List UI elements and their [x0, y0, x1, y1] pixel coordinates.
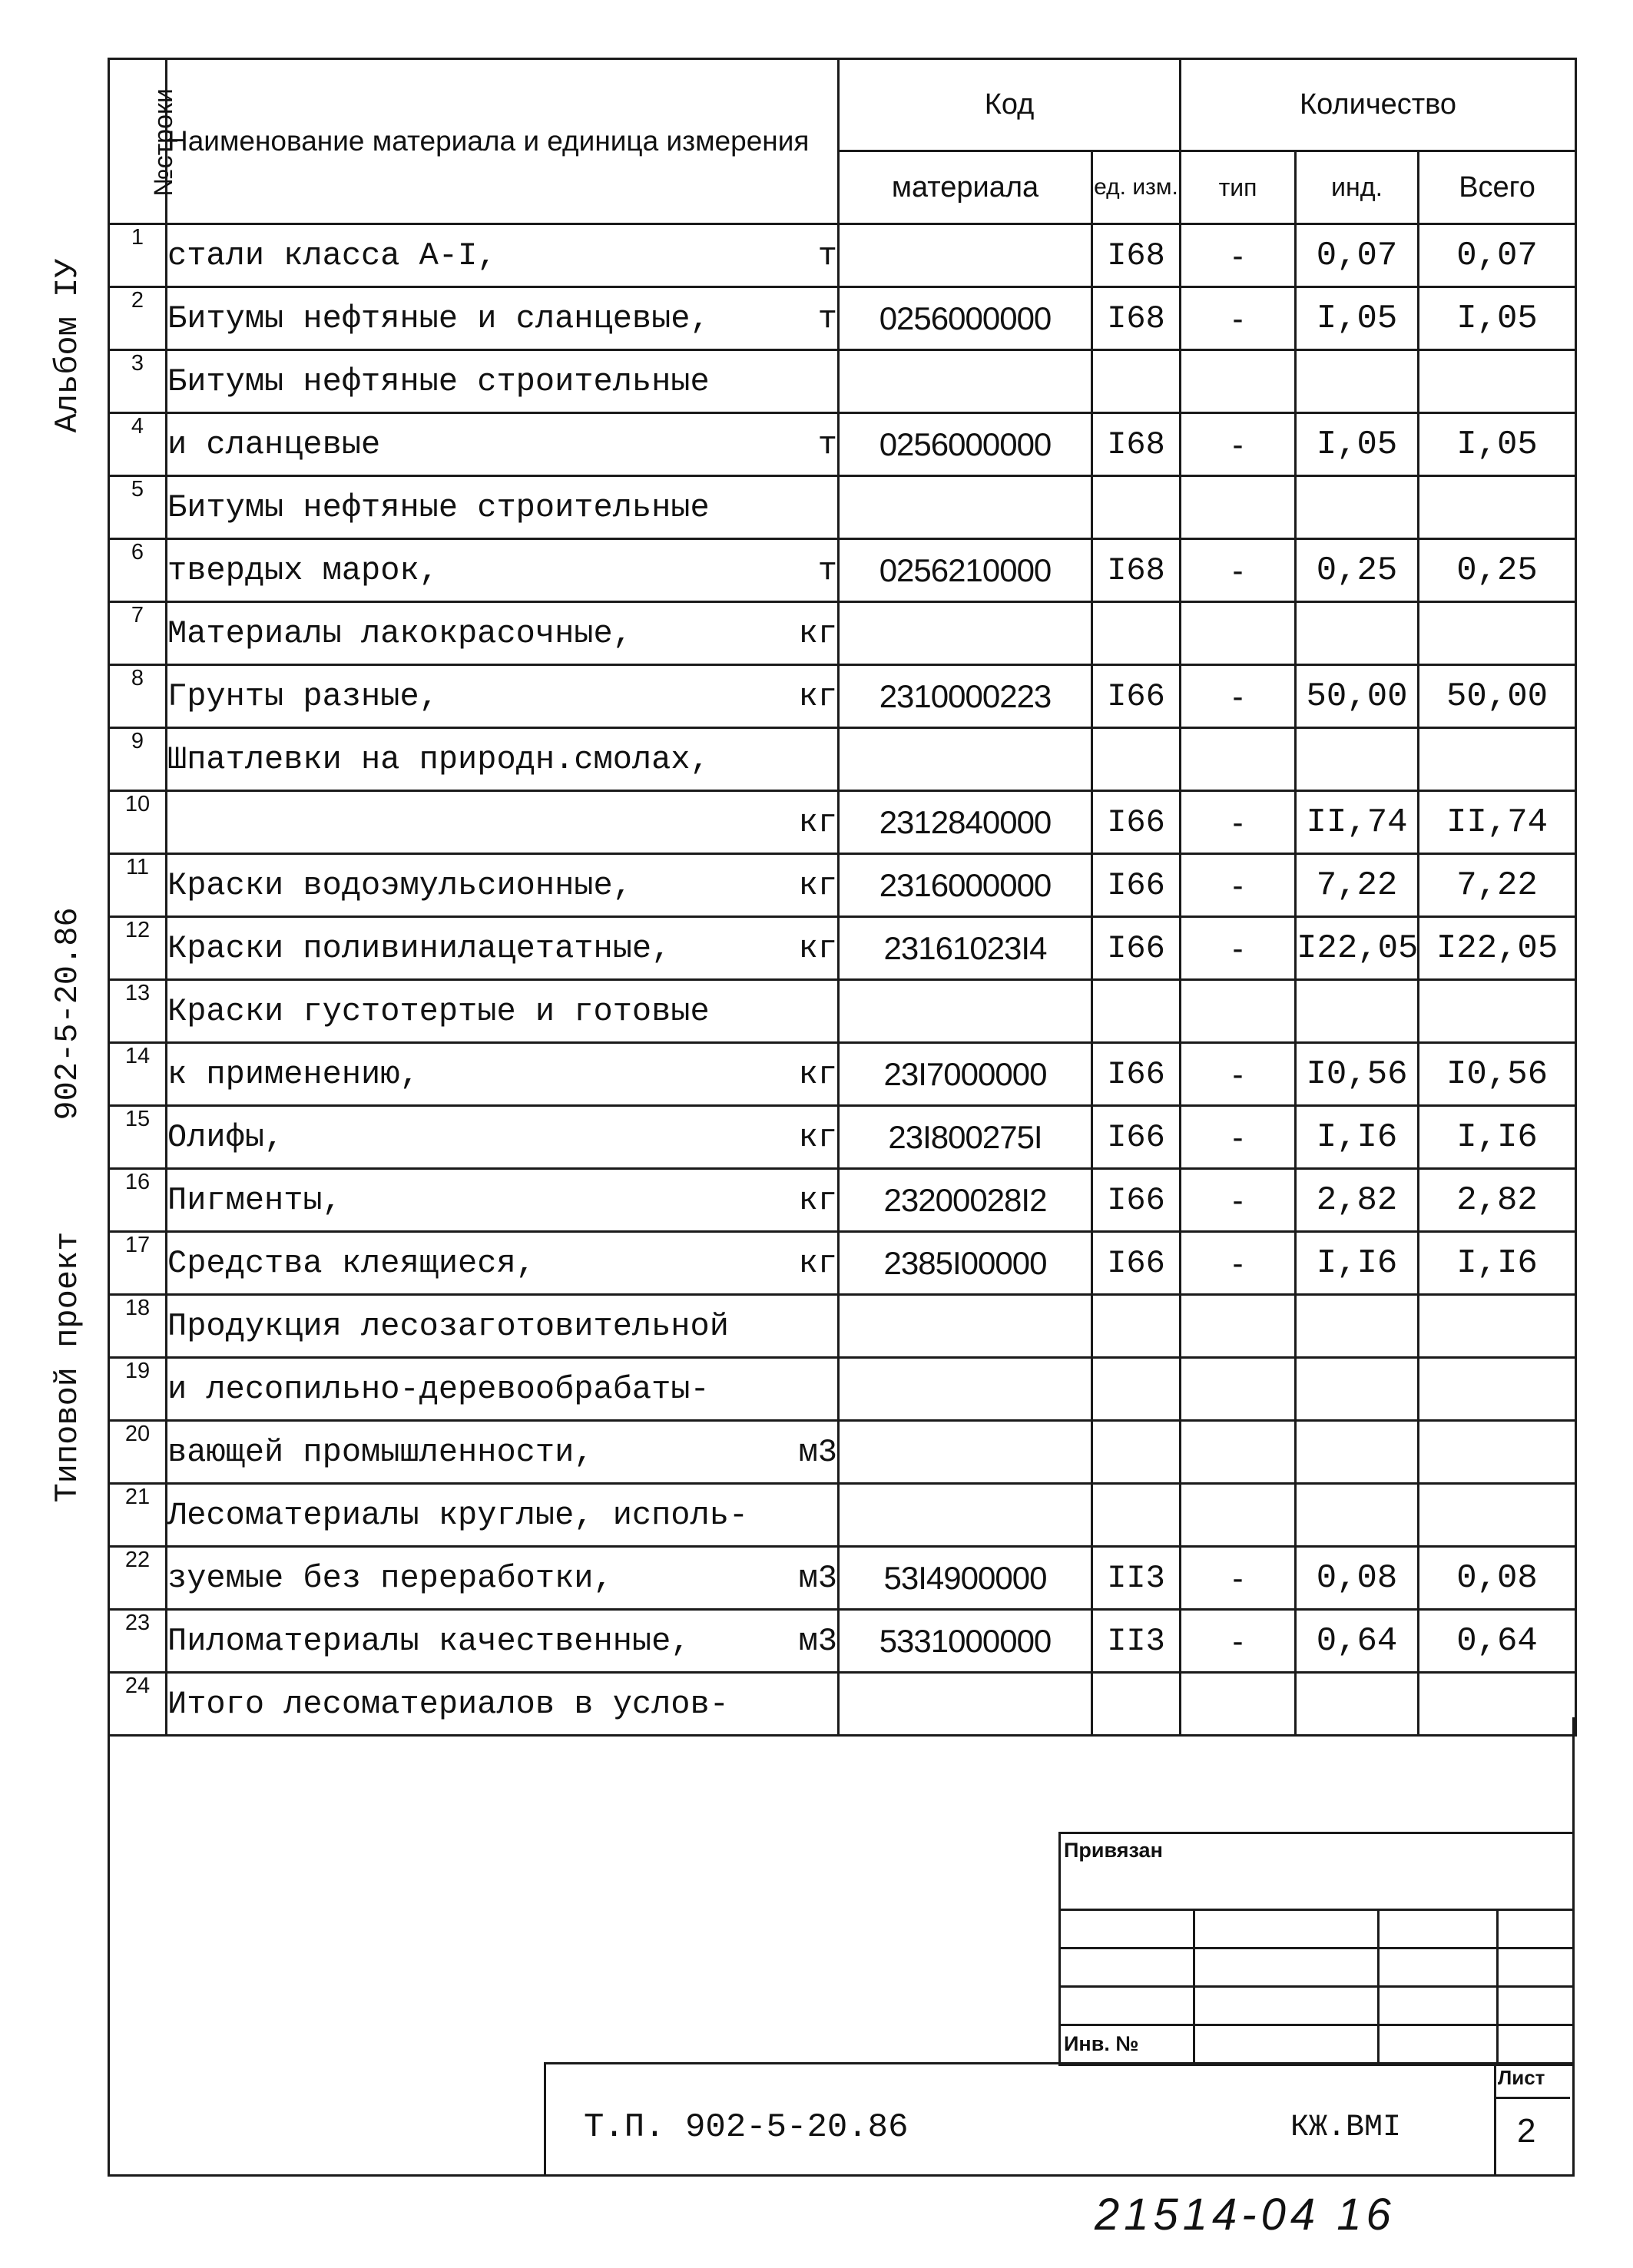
- row-number: 11: [109, 854, 167, 917]
- table-row: [109, 1169, 1576, 1232]
- qty-type: -: [1181, 1610, 1296, 1673]
- qty-type: [1181, 728, 1296, 791]
- unit-code: I68: [1092, 287, 1181, 350]
- unit-code: I66: [1092, 665, 1181, 728]
- material-code: [839, 350, 1092, 413]
- table-row: [109, 1043, 1576, 1106]
- sheet-number: 2: [1517, 2112, 1536, 2150]
- unit-code: II3: [1092, 1610, 1181, 1673]
- qty-type: -: [1181, 1043, 1296, 1106]
- material-code: 0256210000: [839, 539, 1092, 602]
- material-name: [167, 287, 839, 350]
- table-row: [109, 791, 1576, 854]
- material-code: 0256000000: [839, 413, 1092, 476]
- material-name-text: Итого лесоматериалов в услов-: [167, 1685, 729, 1723]
- material-name-text: твердых марок,: [167, 551, 439, 589]
- material-name: [167, 791, 839, 854]
- qty-total: [1419, 728, 1576, 791]
- qty-type: [1181, 1295, 1296, 1358]
- qty-ind: 50,00: [1296, 665, 1419, 728]
- row-number: 24: [109, 1673, 167, 1736]
- material-name-text: Лесоматериалы круглые, исполь-: [167, 1496, 749, 1534]
- unit-code: [1092, 602, 1181, 665]
- material-name: [167, 728, 839, 791]
- doc-mark: КЖ.ВМI: [1290, 2111, 1402, 2145]
- unit-code: I68: [1092, 413, 1181, 476]
- qty-total: II,74: [1419, 791, 1576, 854]
- material-name-text: и лесопильно-деревообрабаты-: [167, 1370, 710, 1408]
- material-unit-label: т: [817, 300, 837, 337]
- sheet-label: Лист: [1498, 2066, 1545, 2089]
- material-code: 23161023I4: [839, 917, 1092, 980]
- qty-ind: [1296, 1484, 1419, 1547]
- material-name-text: Средства клеящиеся,: [167, 1244, 535, 1282]
- material-name: [167, 413, 839, 476]
- row-number: 8: [109, 665, 167, 728]
- qty-ind: I0,56: [1296, 1043, 1419, 1106]
- qty-total: [1419, 350, 1576, 413]
- material-code: 53I4900000: [839, 1547, 1092, 1610]
- row-number: 13: [109, 980, 167, 1043]
- row-number: 19: [109, 1358, 167, 1421]
- material-unit-label: кг: [798, 1181, 837, 1219]
- material-unit-label: м3: [798, 1559, 837, 1597]
- material-name-text: Материалы лакокрасочные,: [167, 614, 632, 652]
- table-row: [109, 980, 1576, 1043]
- material-name: [167, 602, 839, 665]
- material-unit-label: кг: [798, 614, 837, 652]
- qty-ind: I,I6: [1296, 1106, 1419, 1169]
- qty-ind: I22,05: [1296, 917, 1419, 980]
- material-code: [839, 728, 1092, 791]
- header-qty-type: тип: [1181, 151, 1296, 224]
- qty-ind: 0,25: [1296, 539, 1419, 602]
- material-code: [839, 602, 1092, 665]
- table-row: [109, 602, 1576, 665]
- material-code: 0256000000: [839, 287, 1092, 350]
- table-row: [109, 854, 1576, 917]
- row-number: 9: [109, 728, 167, 791]
- material-code: 5331000000: [839, 1610, 1092, 1673]
- header-quantity: Количество: [1181, 59, 1576, 151]
- table-row: [109, 476, 1576, 539]
- qty-ind: I,I6: [1296, 1232, 1419, 1295]
- qty-ind: II,74: [1296, 791, 1419, 854]
- unit-code: I66: [1092, 1169, 1181, 1232]
- header-row-no: №строки: [109, 59, 167, 224]
- project-code-label: 902-5-20.86: [49, 907, 86, 1121]
- qty-total: 0,64: [1419, 1610, 1576, 1673]
- qty-total: 0,25: [1419, 539, 1576, 602]
- qty-type: [1181, 350, 1296, 413]
- material-name-text: и сланцевые: [167, 425, 381, 463]
- row-number: 22: [109, 1547, 167, 1610]
- unit-code: [1092, 1421, 1181, 1484]
- material-name: [167, 854, 839, 917]
- material-code: [839, 980, 1092, 1043]
- material-name: [167, 1232, 839, 1295]
- row-number: 17: [109, 1232, 167, 1295]
- material-name: [167, 1106, 839, 1169]
- unit-code: I66: [1092, 1043, 1181, 1106]
- material-name-text: Пиломатериалы качественные,: [167, 1622, 691, 1660]
- qty-total: [1419, 1295, 1576, 1358]
- material-name: [167, 1484, 839, 1547]
- material-name: [167, 224, 839, 287]
- qty-ind: [1296, 980, 1419, 1043]
- unit-code: [1092, 476, 1181, 539]
- material-unit-label: кг: [798, 1244, 837, 1282]
- table-row: [109, 1421, 1576, 1484]
- qty-type: -: [1181, 539, 1296, 602]
- stamp-privyazan: Привязан: [1060, 1833, 1574, 1910]
- qty-ind: [1296, 476, 1419, 539]
- qty-total: I,I6: [1419, 1232, 1576, 1295]
- doc-reference: Т.П. 902-5-20.86: [584, 2108, 909, 2147]
- qty-ind: [1296, 1421, 1419, 1484]
- qty-total: 0,08: [1419, 1547, 1576, 1610]
- table-row: [109, 665, 1576, 728]
- table-row: [109, 224, 1576, 287]
- table-row: [109, 1295, 1576, 1358]
- material-name: [167, 1169, 839, 1232]
- qty-type: [1181, 1358, 1296, 1421]
- material-code: 2316000000: [839, 854, 1092, 917]
- material-code: 2310000223: [839, 665, 1092, 728]
- material-name: [167, 539, 839, 602]
- qty-type: -: [1181, 224, 1296, 287]
- table-row: [109, 1106, 1576, 1169]
- material-name: [167, 1295, 839, 1358]
- table-row: [109, 1484, 1576, 1547]
- material-unit-label: кг: [798, 1055, 837, 1093]
- material-name: [167, 1421, 839, 1484]
- material-unit-label: кг: [798, 803, 837, 841]
- material-name-text: Краски водоэмульсионные,: [167, 866, 632, 904]
- qty-total: 0,07: [1419, 224, 1576, 287]
- qty-type: -: [1181, 854, 1296, 917]
- qty-ind: I,05: [1296, 287, 1419, 350]
- stamp-inv-no: Инв. №: [1060, 2025, 1194, 2065]
- unit-code: I68: [1092, 539, 1181, 602]
- materials-table: [108, 58, 1577, 1737]
- qty-total: [1419, 1421, 1576, 1484]
- material-unit-label: м3: [798, 1622, 837, 1660]
- material-name-text: Битумы нефтяные строительные: [167, 488, 710, 526]
- material-unit-label: м3: [798, 1433, 837, 1471]
- qty-total: [1419, 1358, 1576, 1421]
- table-row: [109, 413, 1576, 476]
- table-row: [109, 287, 1576, 350]
- header-qty-ind: инд.: [1296, 151, 1419, 224]
- row-number: 5: [109, 476, 167, 539]
- qty-total: 7,22: [1419, 854, 1576, 917]
- sheet-box-divider: [1494, 2097, 1570, 2099]
- qty-total: [1419, 602, 1576, 665]
- table-row: [109, 1358, 1576, 1421]
- material-name-text: Битумы нефтяные строительные: [167, 363, 710, 400]
- material-name-text: зуемые без переработки,: [167, 1559, 613, 1597]
- material-name: [167, 476, 839, 539]
- material-name: [167, 350, 839, 413]
- qty-total: I,05: [1419, 287, 1576, 350]
- header-name: Наименование материала и единица измерения: [167, 59, 839, 224]
- unit-code: I68: [1092, 224, 1181, 287]
- header-qty-total: Всего: [1419, 151, 1576, 224]
- header-code: Код: [839, 59, 1181, 151]
- album-label: Альбом IУ: [49, 258, 86, 433]
- qty-type: -: [1181, 1169, 1296, 1232]
- qty-ind: 7,22: [1296, 854, 1419, 917]
- qty-total: I,I6: [1419, 1106, 1576, 1169]
- unit-code: II3: [1092, 1547, 1181, 1610]
- qty-ind: I,05: [1296, 413, 1419, 476]
- row-number: 4: [109, 413, 167, 476]
- qty-type: [1181, 980, 1296, 1043]
- material-name-text: Олифы,: [167, 1118, 284, 1156]
- archive-number: 21514-04 16: [1095, 2190, 1396, 2240]
- unit-code: [1092, 980, 1181, 1043]
- table-row: [109, 350, 1576, 413]
- material-code: [839, 1358, 1092, 1421]
- material-name: [167, 980, 839, 1043]
- qty-total: 50,00: [1419, 665, 1576, 728]
- qty-total: I,05: [1419, 413, 1576, 476]
- material-name-text: стали класса А-I,: [167, 237, 497, 274]
- table-row: [109, 1232, 1576, 1295]
- material-name-text: Продукция лесозаготовительной: [167, 1307, 729, 1345]
- table-row: [109, 1547, 1576, 1610]
- material-code: [839, 1484, 1092, 1547]
- approval-stamp: [1058, 1832, 1575, 2066]
- qty-type: -: [1181, 287, 1296, 350]
- material-name-text: Пигменты,: [167, 1181, 342, 1219]
- material-code: 23I800275I: [839, 1106, 1092, 1169]
- material-unit-label: кг: [798, 929, 837, 967]
- unit-code: I66: [1092, 1232, 1181, 1295]
- row-number: 12: [109, 917, 167, 980]
- qty-total: I22,05: [1419, 917, 1576, 980]
- material-name-text: к применению,: [167, 1055, 419, 1093]
- qty-type: -: [1181, 1106, 1296, 1169]
- material-unit-label: кг: [798, 677, 837, 715]
- material-name-text: Краски густотертые и готовые: [167, 992, 710, 1030]
- table-row: [109, 728, 1576, 791]
- qty-type: -: [1181, 791, 1296, 854]
- unit-code: I66: [1092, 917, 1181, 980]
- qty-ind: 2,82: [1296, 1169, 1419, 1232]
- row-number: 6: [109, 539, 167, 602]
- row-number: 1: [109, 224, 167, 287]
- material-unit-label: кг: [798, 866, 837, 904]
- qty-type: -: [1181, 1232, 1296, 1295]
- qty-type: [1181, 1421, 1296, 1484]
- qty-ind: [1296, 1295, 1419, 1358]
- row-number: 3: [109, 350, 167, 413]
- project-type-label: Типовой проект: [49, 1231, 86, 1503]
- table-row: [109, 917, 1576, 980]
- table-row: [109, 539, 1576, 602]
- material-name: [167, 1358, 839, 1421]
- unit-code: [1092, 350, 1181, 413]
- qty-type: [1181, 602, 1296, 665]
- header-code-unit: ед. изм.: [1092, 151, 1181, 224]
- qty-total: [1419, 1484, 1576, 1547]
- unit-code: I66: [1092, 854, 1181, 917]
- material-code: 23200028I2: [839, 1169, 1092, 1232]
- material-code: 2312840000: [839, 791, 1092, 854]
- row-number: 23: [109, 1610, 167, 1673]
- unit-code: I66: [1092, 1106, 1181, 1169]
- row-number: 15: [109, 1106, 167, 1169]
- qty-ind: [1296, 1358, 1419, 1421]
- unit-code: [1092, 728, 1181, 791]
- material-code: [839, 476, 1092, 539]
- material-name-text: вающей промышленности,: [167, 1433, 594, 1471]
- material-code: 2385I00000: [839, 1232, 1092, 1295]
- row-number: 2: [109, 287, 167, 350]
- qty-ind: 0,08: [1296, 1547, 1419, 1610]
- qty-type: -: [1181, 917, 1296, 980]
- row-number: 16: [109, 1169, 167, 1232]
- material-name: [167, 1043, 839, 1106]
- material-name-text: Битумы нефтяные и сланцевые,: [167, 300, 710, 337]
- qty-type: [1181, 476, 1296, 539]
- material-unit-label: т: [817, 551, 837, 589]
- material-unit-label: т: [817, 237, 837, 274]
- material-name: [167, 1610, 839, 1673]
- qty-total: [1419, 476, 1576, 539]
- material-name: [167, 665, 839, 728]
- qty-type: [1181, 1484, 1296, 1547]
- material-name-text: Грунты разные,: [167, 677, 439, 715]
- material-name-text: Краски поливинилацетатные,: [167, 929, 671, 967]
- qty-total: I0,56: [1419, 1043, 1576, 1106]
- material-code: [839, 224, 1092, 287]
- qty-ind: [1296, 602, 1419, 665]
- material-code: [839, 1295, 1092, 1358]
- material-name-text: Шпатлевки на природн.смолах,: [167, 740, 710, 778]
- material-unit-label: т: [817, 425, 837, 463]
- row-number: 7: [109, 602, 167, 665]
- row-number: 21: [109, 1484, 167, 1547]
- header-code-material: материала: [839, 151, 1092, 224]
- qty-ind: 0,07: [1296, 224, 1419, 287]
- qty-total: [1419, 980, 1576, 1043]
- material-code: [839, 1421, 1092, 1484]
- row-number: 18: [109, 1295, 167, 1358]
- material-name: [167, 1547, 839, 1610]
- material-code: 23I7000000: [839, 1043, 1092, 1106]
- qty-type: -: [1181, 413, 1296, 476]
- qty-ind: [1296, 350, 1419, 413]
- material-unit-label: кг: [798, 1118, 837, 1156]
- unit-code: [1092, 1295, 1181, 1358]
- row-number: 20: [109, 1421, 167, 1484]
- qty-type: -: [1181, 1547, 1296, 1610]
- row-number: 10: [109, 791, 167, 854]
- qty-type: -: [1181, 665, 1296, 728]
- qty-ind: [1296, 728, 1419, 791]
- unit-code: I66: [1092, 791, 1181, 854]
- material-name: [167, 917, 839, 980]
- unit-code: [1092, 1358, 1181, 1421]
- qty-ind: 0,64: [1296, 1610, 1419, 1673]
- table-row: [109, 1610, 1576, 1673]
- unit-code: [1092, 1484, 1181, 1547]
- row-number: 14: [109, 1043, 167, 1106]
- qty-total: 2,82: [1419, 1169, 1576, 1232]
